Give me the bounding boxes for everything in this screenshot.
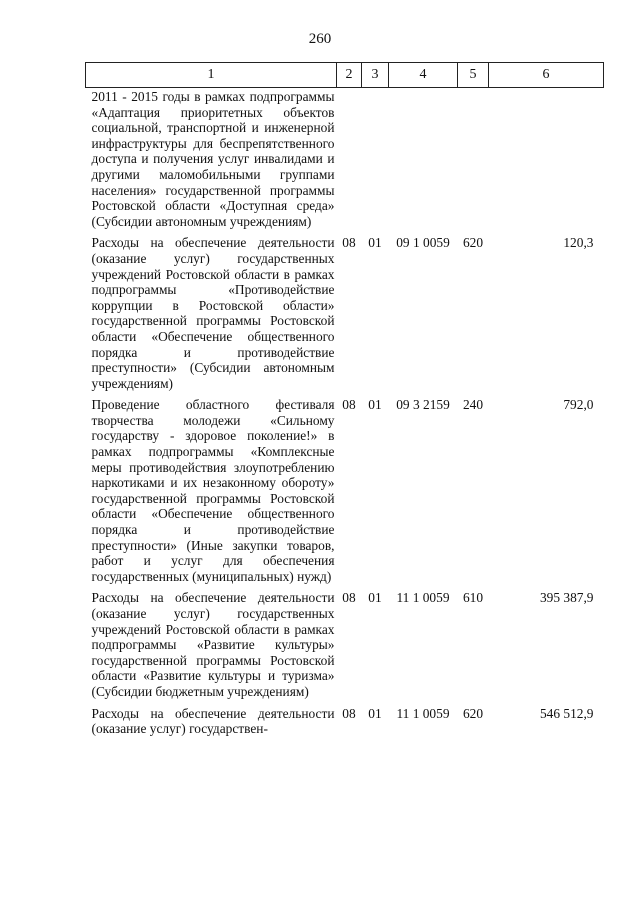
row-description: Расходы на обеспечение деятельности (оказание услуг) государственных учреждений Ростовской области в рамках подпрограммы «Противодействие коррупции в Ростовской области» государственной программы Ростовской области «Обеспечение общественного порядка и противодействие преступности» (Субсидии автономным учреждениям) xyxy=(91,235,335,391)
table-row xyxy=(86,590,604,705)
row-section-code: 08 xyxy=(342,397,356,413)
table-row xyxy=(86,706,604,743)
row-subsection-code xyxy=(362,88,389,236)
column-header-3: 3 xyxy=(362,63,389,88)
row-description: Расходы на обеспечение деятельности (оказание услуг) государственных учреждений Ростовской области в рамках подпрограммы «Развитие культуры» государственной программы Ростовской области «Развитие культуры и туризма» (Субсидии бюджетным учреждениям) xyxy=(91,590,335,699)
row-expense-type xyxy=(458,88,489,236)
row-target-article xyxy=(389,88,458,236)
budget-table xyxy=(85,62,604,743)
row-subsection-code: 01 xyxy=(368,397,382,413)
row-expense-type: 610 xyxy=(462,590,484,606)
row-section-code: 08 xyxy=(342,705,356,721)
row-amount: 395 387,9 xyxy=(539,590,594,606)
row-amount: 546 512,9 xyxy=(539,705,594,721)
column-header-6: 6 xyxy=(489,63,604,88)
row-target-article: 11 1 0059 xyxy=(396,590,450,606)
row-description: 2011 - 2015 годы в рамках подпрограммы «Адаптация приоритетных объектов социальной, транспортной и инженерной инфраструктуры для беспрепятственного доступа и получения услуг инвалидами и другими маломобильными группами населения» государственной программы Ростовской области «Доступная среда» (Субсидии автономным учреждениям) xyxy=(91,89,335,229)
row-description: Расходы на обеспечение деятельности (оказание услуг) государствен- xyxy=(91,705,335,737)
row-amount: 792,0 xyxy=(563,397,594,413)
row-description: Проведение областного фестиваля творчества молодежи «Сильному государству - здоровое поколение!» в рамках подпрограммы «Комплексные меры противодействия злоупотреблению наркотиками и их незаконному обороту» государственной программы Ростовской области «Обеспечение общественного порядка и противодействие преступности» (Иные закупки товаров, работ и услуг для обеспечения государственных (муниципальных) нужд) xyxy=(91,397,335,584)
row-amount: 120,3 xyxy=(563,235,594,251)
column-header-1: 1 xyxy=(86,63,337,88)
row-subsection-code: 01 xyxy=(368,590,382,606)
table-row xyxy=(86,397,604,590)
table-row xyxy=(86,88,604,236)
column-header-2: 2 xyxy=(337,63,362,88)
column-header-4: 4 xyxy=(389,63,458,88)
row-expense-type: 620 xyxy=(462,235,484,251)
table-row xyxy=(86,235,604,397)
row-expense-type: 240 xyxy=(462,397,484,413)
column-header-5: 5 xyxy=(458,63,489,88)
row-target-article: 09 1 0059 xyxy=(396,235,450,251)
row-subsection-code: 01 xyxy=(368,235,382,251)
row-expense-type: 620 xyxy=(462,705,484,721)
row-target-article: 09 3 2159 xyxy=(396,397,450,413)
row-target-article: 11 1 0059 xyxy=(396,705,450,721)
row-section-code xyxy=(337,88,362,236)
row-amount xyxy=(489,88,604,236)
row-section-code: 08 xyxy=(342,235,356,251)
page-number: 260 xyxy=(308,31,332,47)
table-header-row xyxy=(86,63,604,88)
row-section-code: 08 xyxy=(342,590,356,606)
row-subsection-code: 01 xyxy=(368,705,382,721)
